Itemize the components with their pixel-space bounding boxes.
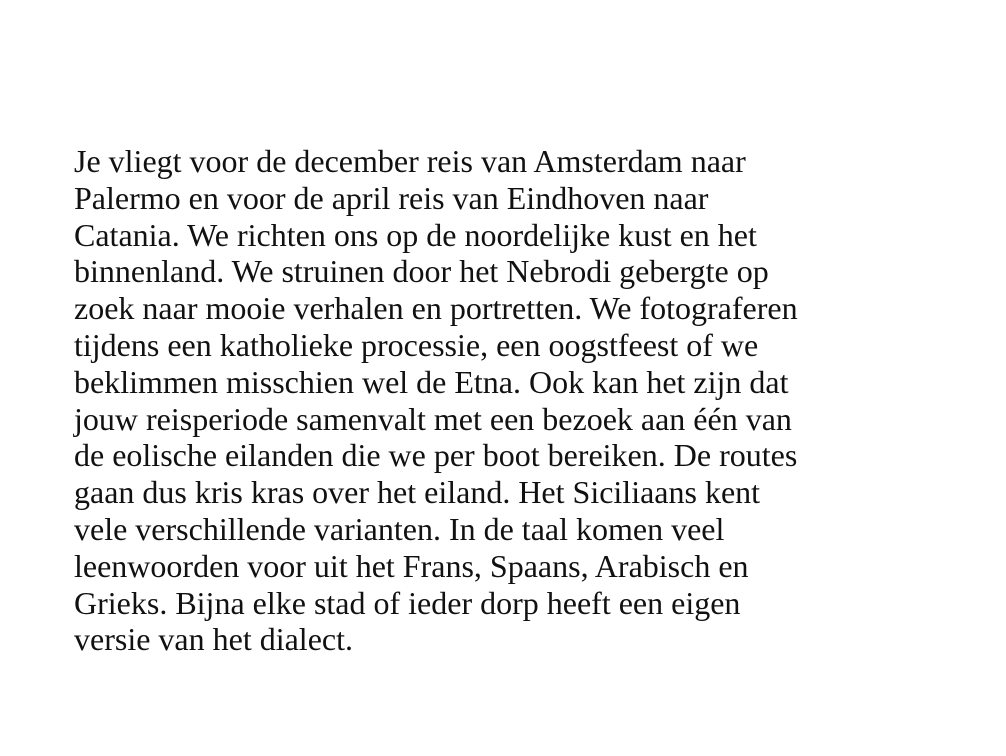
- paragraph-line: de eolische eilanden die we per boot bereiken. De routes: [74, 437, 798, 474]
- paragraph-line: leenwoorden voor uit het Frans, Spaans, Arabisch en: [74, 547, 749, 584]
- paragraph-line: tijdens een katholieke processie, een oogstfeest of we: [74, 326, 759, 363]
- paragraph-line: binnenland. We struinen door het Nebrodi gebergte op: [74, 253, 769, 290]
- paragraph-line: vele verschillende varianten. In de taal komen veel: [74, 510, 725, 547]
- paragraph-line: Je vliegt voor de december reis van Amsterdam naar: [74, 143, 746, 179]
- paragraph-line: Grieks. Bijna elke stad of ieder dorp heeft een eigen: [74, 584, 741, 621]
- paragraph-line: beklimmen misschien wel de Etna. Ook kan het zijn dat: [74, 363, 789, 400]
- paragraph-line: versie van het dialect.: [74, 621, 353, 658]
- paragraph-line: zoek naar mooie verhalen en portretten. We fotograferen: [74, 290, 798, 327]
- body-paragraph: [74, 143, 974, 658]
- paragraph-line: jouw reisperiode samenvalt met een bezoek aan één van: [74, 400, 792, 437]
- paragraph-line: Catania. We richten ons op de noordelijke kust en het: [74, 216, 757, 253]
- paragraph-line: Palermo en voor de april reis van Eindhoven naar: [74, 179, 709, 216]
- paragraph-line: gaan dus kris kras over het eiland. Het Siciliaans kent: [74, 474, 761, 511]
